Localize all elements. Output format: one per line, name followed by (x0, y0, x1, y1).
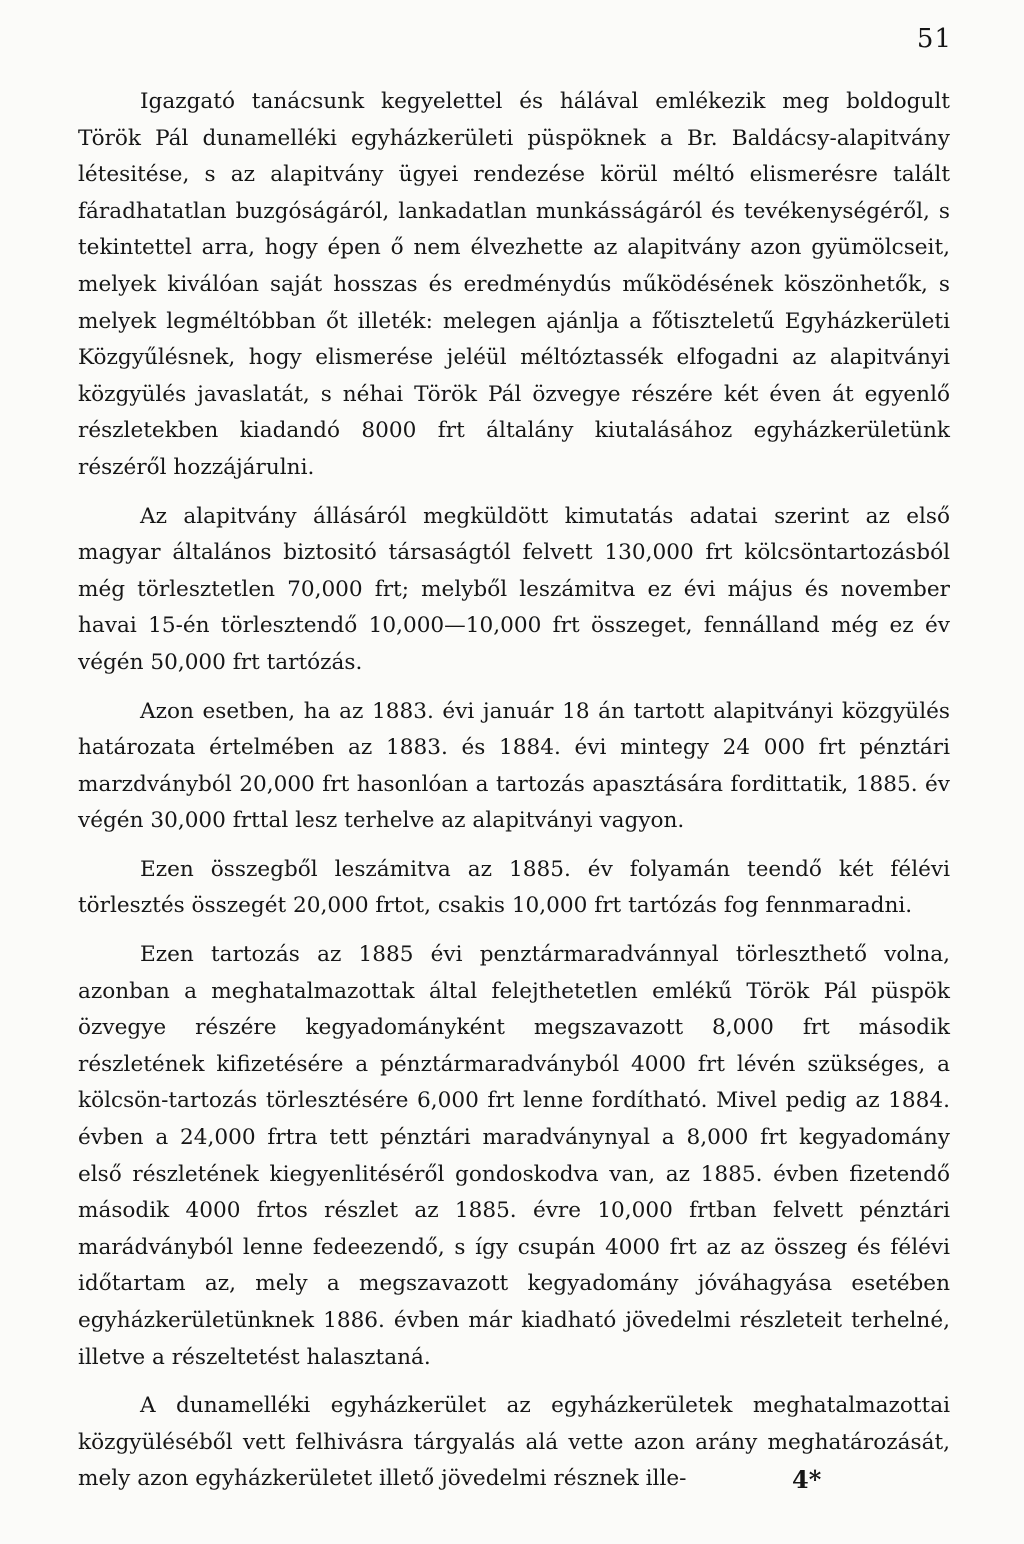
paragraph-2: Az alapitvány állásáról megküldött kimutatás adatai szerint az első magyar általános biztositó társaságtól felvett 130,000 frt kölcsöntartozásból még törlesztetlen 70,000 frt; melyből leszámitva ez évi május és november havai 15-én törlesztendő 10,000—10,000 frt összeget, fennálland még ez év végén 50,000 frt tartózás. (78, 503, 950, 675)
paragraph-6: A dunamelléki egyházkerület az egyházkerületek meghatalmazottai közgyüléséből vett felhivásra tárgyalás alá vette azon arány meghatározását, mely azon egyházkerületet illető jövedelmi résznek ille- (78, 1393, 950, 1492)
main-text (78, 84, 950, 1510)
page-signature: 4* (792, 1465, 822, 1494)
paragraph-5: Ezen tartozás az 1885 évi penztármaradvánnyal törleszthető volna, azonban a meghatalmazottak által felejthetetlen emlékű Török Pál püspök özvegye részére kegyadományként megszavazott 8,000 frt második részletének kifizetésére a pénztármaradványból 4000 frt lévén szükséges, a kölcsön-tartozás törlesztésére 6,000 frt lenne fordítható. Mivel pedig az 1884. évben a 24,000 frtra tett pénztári maradványnyal a 8,000 frt kegyadomány első részletének kiegyenlitéséről gondoskodva van, az 1885. évben fizetendő második 4000 frtos részlet az 1885. évre 10,000 frtban felvett pénztári marádványból lenne fedeezendő, s így csupán 4000 frt az az összeg és félévi időtartam az, mely a megszavazott kegyadomány jóváhagyása esetében egyházkerületünknek 1886. évben már kiadható jövedelmi részleteit terhelné, illetve a részeltetést halasztaná. (78, 942, 950, 1370)
page-number: 51 (916, 24, 952, 54)
paragraph-3: Azon esetben, ha az 1883. évi január 18 án tartott alapitványi közgyülés határozata értelmében az 1883. és 1884. évi mintegy 24 000 frt pénztári marzdványból 20,000 frt hasonlóan a tartozás apasztására fordittatik, 1885. év végén 30,000 frttal lesz terhelve az alapitványi vagyon. (78, 698, 950, 834)
paragraph-1: Igazgató tanácsunk kegyelettel és hálával emlékezik meg boldogult Török Pál dunamelléki egyházkerületi püspöknek a Br. Baldácsy-alapitvány létesitése, s az alapitvány ügyei rendezése körül méltó elismerésre talált fáradhatatlan buzgóságáról, lankadatlan munkásságáról és tevékenységéről, s tekintettel arra, hogy épen ő nem élvezhette az alapitvány azon gyümölcseit, melyek kiválóan saját hosszas és eredménydús működésének köszönhetők, s melyek legméltóbban őt illeték: melegen ajánlja a főtiszteletű Egyházkerületi Közgyűlésnek, hogy elismerése jeléül méltóztassék elfogadni az alapitványi közgyülés javaslatát, s néhai Török Pál özvegye részére két éven át egyenlő részletekben kiadandó 8000 frt általány kiutalásához egyházkerületünk részéről hozzájárulni. (78, 89, 950, 480)
paragraph-4: Ezen összegből leszámitva az 1885. év folyamán teendő két félévi törlesztés összegét 20,000 frtot, csakis 10,000 frt tartózás fog fennmaradni. (78, 856, 950, 919)
